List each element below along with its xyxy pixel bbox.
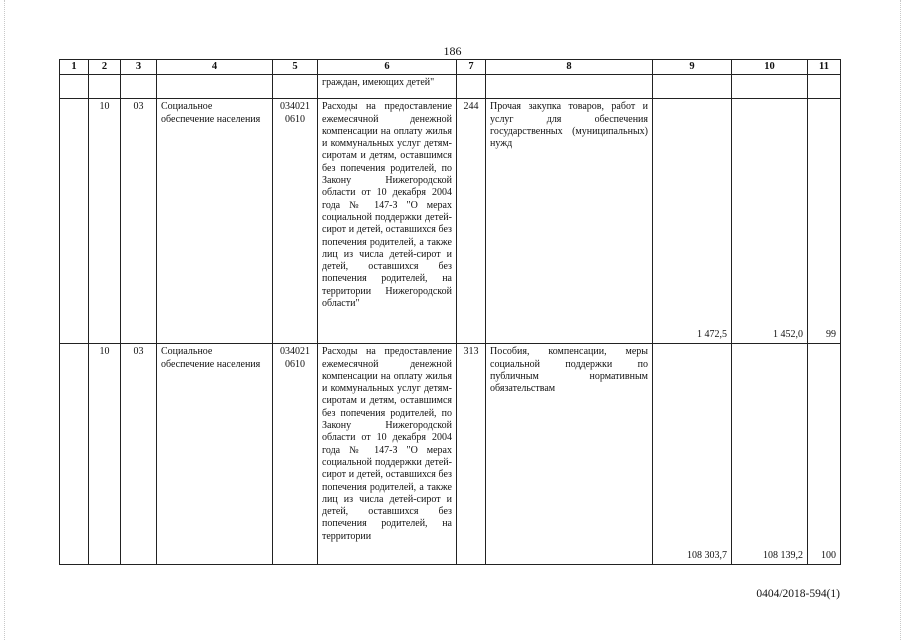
section-name-cell: Социальное обеспечение населения: [157, 99, 273, 344]
expense-description-cell: Расходы на предоставление ежемесячной денежной компенсации на оплату жилья и коммунальных услуг детям-сиротам и детям, оставшимся без попечения родителей, по Закону Нижегородской области от 10 декабря 2004 года № 147-З "О мерах социальной поддержки детей-сирот и детей, оставшихся без попечения родителей, а также лиц из числа детей-сирот и детей, оставшихся без попечения родителей, на территории Нижегородской области": [318, 99, 457, 344]
execution-percent-cell: 99: [808, 99, 841, 344]
column-header: 8: [486, 60, 653, 75]
target-article-cell: [273, 344, 318, 565]
budget-table: [59, 59, 841, 565]
column-header: 2: [89, 60, 121, 75]
target-article-code: 034021: [280, 101, 310, 113]
amount-executed-cell: 108 139,2: [732, 344, 808, 565]
column-header: 4: [157, 60, 273, 75]
column-header: 7: [457, 60, 486, 75]
target-article-code: 034021: [280, 346, 310, 358]
amount-planned-cell: 1 472,5: [653, 99, 732, 344]
amount-planned-cell: 108 303,7: [653, 344, 732, 565]
column-header: 6: [318, 60, 457, 75]
target-article-cell: [273, 99, 318, 344]
amount-executed-cell: 1 452,0: [732, 99, 808, 344]
table-row: [60, 99, 841, 344]
expense-description-cell: Расходы на предоставление ежемесячной денежной компенсации на оплату жилья и коммунальных услуг детям-сиротам и детям, оставшимся без попечения родителей, по Закону Нижегородской области от 10 декабря 2004 года № 147-З "О мерах социальной поддержки детей-сирот и детей, оставшихся без попечения родителей, а также лиц из числа детей-сирот и детей, оставшихся без попечения родителей, на территории: [318, 344, 457, 565]
subsection-code-cell: 03: [121, 99, 157, 344]
row-number-cell: [60, 99, 89, 344]
table-header-row: [60, 60, 841, 75]
target-article-subcode: 0610: [285, 358, 305, 370]
column-header: 3: [121, 60, 157, 75]
table-row-continuation: [60, 75, 841, 99]
document-code: 0404/2018-594(1): [756, 588, 840, 600]
row-number-cell: [60, 344, 89, 565]
page-edge-right: [900, 0, 901, 640]
page-edge-left: [4, 0, 5, 640]
column-header: 11: [808, 60, 841, 75]
page-number: 186: [443, 44, 462, 58]
column-header: 9: [653, 60, 732, 75]
table-row: [60, 344, 841, 565]
execution-percent-cell: 100: [808, 344, 841, 565]
expense-type-name-cell: Пособия, компенсации, меры социальной поддержки по публичным нормативным обязательствам: [486, 344, 653, 565]
column-header: 10: [732, 60, 808, 75]
target-article-subcode: 0610: [285, 113, 305, 125]
section-code-cell: 10: [89, 99, 121, 344]
column-header: 1: [60, 60, 89, 75]
expense-type-name-cell: Прочая закупка товаров, работ и услуг для обеспечения государственных (муниципальных) нужд: [486, 99, 653, 344]
expense-type-code-cell: 313: [457, 344, 486, 565]
subsection-code-cell: 03: [121, 344, 157, 565]
column-header: 5: [273, 60, 318, 75]
expense-type-code-cell: 244: [457, 99, 486, 344]
section-code-cell: 10: [89, 344, 121, 565]
expense-description-cell: граждан, имеющих детей": [318, 75, 457, 99]
section-name-cell: Социальное обеспечение населения: [157, 344, 273, 565]
